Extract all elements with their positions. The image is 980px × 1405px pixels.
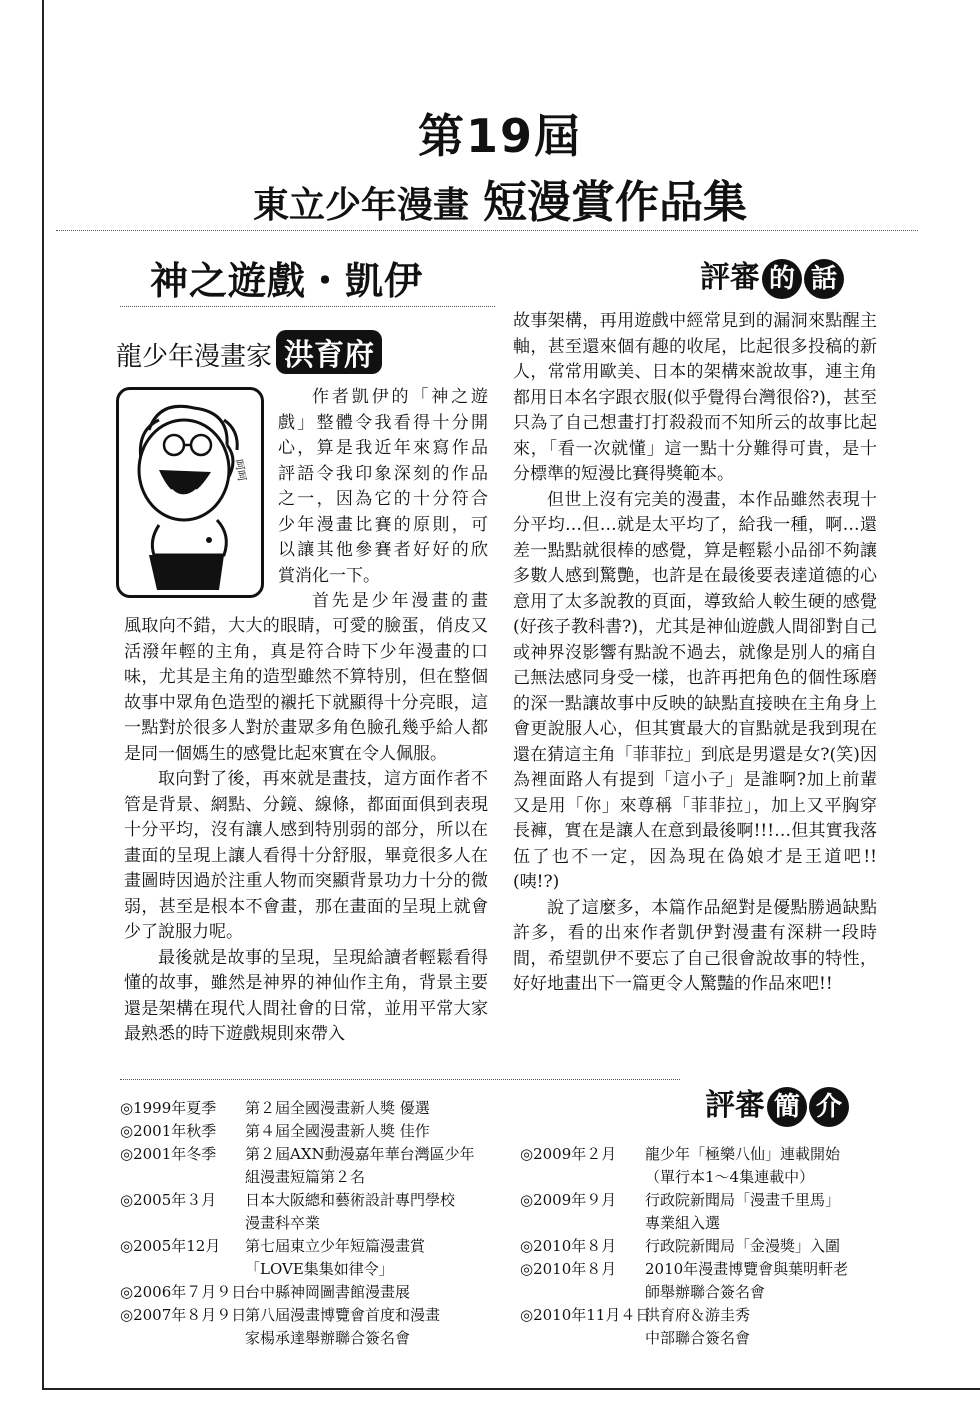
review-paragraph-4b: 故事架構，再用遊戲中經常見到的漏洞來點醒主軸，甚至還來個有趣的收尾，比起很多投稿的新人，常常用歐美、日本的架構來說故事，連主角都用日本名字跟衣服(似乎覺得台灣很俗?)，甚至只為了自己想畫打打殺殺而不知所云的故事比起來，「看一次就懂」這一點十分難得可貴，是十分標準的短漫比賽得獎範本。: [513, 311, 877, 484]
judge-profile-circle-2: 介: [809, 1087, 849, 1127]
bio-entry: ◎2001年冬季 第２屆AXN動漫嘉年華台灣區少年: [120, 1145, 475, 1163]
collection-title: [200, 166, 800, 230]
bio-entry-continuation: 中部聯合簽名會: [645, 1329, 751, 1347]
bio-entry-continuation: 組漫畫短篇第２名: [245, 1168, 366, 1186]
text-line: 作者凱伊的「神之遊: [312, 387, 488, 407]
review-paragraph-5: 但世上沒有完美的漫畫，本作品雖然表現十分平均…但…就是太平均了，給我一種，啊…還差一點點就很棒的感覺，算是輕鬆小品卻不夠讓多數人感到驚艷，也許是在最後要表達道德的心意用了太多說教的頁面，導致給人較生硬的感覺(好孩子教科書?)，尤其是神仙遊戲人間卻對自己或神界沒影響有點說不過去，就像是別人的痛自己無法感同身受一樣，也許再把角色的個性琢磨的深一點讓故事中反映的缺點直接映在主角身上會更說服人心，但其實最大的盲點就是我到現在還在猜這主角「菲菲拉」到底是男還是女?(笑)因為裡面路人有提到「這小子」是誰啊?加上前輩又是用「你」來尊稱「菲菲拉」，加上又平胸穿長褲，實在是讓人在意到最後啊!!!…但其實我落伍了也不一定，因為現在偽娘才是王道吧!!(咦!?): [513, 489, 877, 892]
judges-words-prefix: 評審: [700, 260, 760, 295]
bio-entry: ◎2010年11月４日 洪育府＆游圭秀: [520, 1306, 751, 1324]
review-paragraph-6: 說了這麼多，本篇作品絕對是優點勝過缺點許多，看的出來作者凱伊對漫畫有深耕一段時間，希望凱伊不要忘了自己很會說故事的特性，好好地畫出下一篇更令人驚豔的作品來吧!!: [513, 897, 877, 994]
bio-entry-continuation: 「LOVE集集如律令」: [245, 1260, 394, 1278]
bio-list-right: [520, 1143, 848, 1350]
bio-entry: ◎2009年２月 龍少年「極樂八仙」連載開始: [520, 1145, 841, 1163]
judges-words-header: [700, 252, 844, 299]
text-line: 以讓其他參賽者好好的欣: [278, 540, 488, 560]
review-paragraph-2-start: [312, 589, 488, 615]
text-line: 心，算是我近年來寫作品: [278, 438, 488, 458]
bio-entry: ◎2007年８月９日 第八屆漫畫博覽會首度和漫畫: [120, 1306, 441, 1324]
review-paragraph-2: 風取向不錯，大大的眼睛，可愛的臉蛋，俏皮又活潑年輕的主角，真是符合時下少年漫畫的口味，尤其是主角的造型雖然不算特別，但在整個故事中眾角色造型的襯托下就顯得十分亮眼，這一點對於很多人對於畫眾多角色臉孔幾乎給人都是同一個媽生的感覺比起來實在令人佩服。: [124, 616, 488, 764]
edition-title: 第19屆: [417, 109, 582, 163]
text-line: 戲」整體令我看得十分開: [278, 412, 488, 433]
bio-entry-continuation: 師舉辦聯合簽名會: [645, 1283, 766, 1301]
bio-entry: ◎2005年12月 第七屆東立少年短篇漫畫賞: [120, 1237, 426, 1255]
bio-entry-continuation: （單行本1～4集連載中）: [645, 1168, 815, 1186]
svg-text:呵呵: 呵呵: [232, 458, 249, 483]
text-line: 之一，因為它的十分符合: [278, 489, 488, 509]
reviewer-name: 洪育府: [276, 330, 382, 374]
profile-divider: [120, 1079, 680, 1080]
reviewer-credit: [116, 330, 382, 374]
bio-entry-continuation: 家楊承達舉辦聯合簽名會: [245, 1329, 411, 1347]
review-paragraph-1: [278, 385, 488, 589]
text-line: 賞消化一下。: [278, 565, 380, 586]
text-line: 首先是少年漫畫的畫: [312, 591, 488, 611]
page-frame-left: [42, 0, 44, 1390]
text-line: 評語令我印象深刻的作品: [278, 463, 488, 484]
bio-entry: ◎2010年８月 行政院新聞局「金漫獎」入圍: [520, 1237, 841, 1255]
bio-entry: ◎2006年７月９日 台中縣神岡圖書館漫畫展: [120, 1283, 411, 1301]
bio-entry: ◎2005年３月 日本大阪總和藝術設計專門學校: [120, 1191, 456, 1209]
cartoon-figure: [119, 390, 261, 595]
title-divider: [120, 306, 495, 307]
judge-profile-circle-1: 簡: [767, 1087, 807, 1127]
judge-profile-prefix: 評審: [705, 1088, 765, 1123]
review-paragraph-4a: 最後就是故事的呈現，呈現給讀者輕鬆看得懂的故事，雖然是神界的神仙作主角，背景主要還是架構在現代人間社會的日常，並用平常大家最熟悉的時下遊戲規則來帶入: [124, 947, 488, 1044]
judges-words-circle-2: 話: [804, 259, 844, 299]
collection-name: 短漫賞作品集: [483, 177, 747, 228]
bio-entry: ◎1999年夏季 第２屆全國漫畫新人獎 優選: [120, 1099, 430, 1117]
page-frame-bottom: [42, 1388, 980, 1390]
series-name: 東立少年漫畫: [252, 185, 469, 226]
reviewer-portrait: [116, 387, 264, 598]
bio-entry-continuation: 專業組入選: [645, 1214, 721, 1232]
bio-entry: ◎2001年秋季 第４屆全國漫畫新人獎 佳作: [120, 1122, 430, 1140]
review-paragraph-3: 取向對了後，再來就是畫技，這方面作者不管是背景、網點、分鏡、線條，都面面俱到表現十分平均，沒有讓人感到特別弱的部分，所以在畫面的呈現上讓人看得十分舒服，畢竟很多人在畫圖時因過於注重人物而突顯背景功力十分的微弱，甚至是根本不會畫，那在畫面的呈現上就會少了說服力呢。: [124, 769, 488, 942]
review-left-column: [124, 614, 488, 1048]
bio-list-left: [120, 1097, 475, 1350]
judges-words-circle-1: 的: [762, 259, 802, 299]
reviewer-role: 龍少年漫畫家: [116, 342, 273, 372]
header-divider: [56, 230, 918, 231]
bio-entry: ◎2010年８月 2010年漫畫博覽會與葉明軒老: [520, 1260, 849, 1278]
judge-profile-header: [705, 1080, 849, 1127]
text-line: 少年漫畫比賽的原則，可: [278, 514, 488, 535]
bio-entry: ◎2009年９月 行政院新聞局「漫畫千里馬」: [520, 1191, 841, 1209]
work-title: 神之遊戲・凱伊: [150, 259, 424, 303]
bio-entry-continuation: 漫畫科卒業: [245, 1214, 321, 1232]
review-right-column: [513, 309, 877, 998]
